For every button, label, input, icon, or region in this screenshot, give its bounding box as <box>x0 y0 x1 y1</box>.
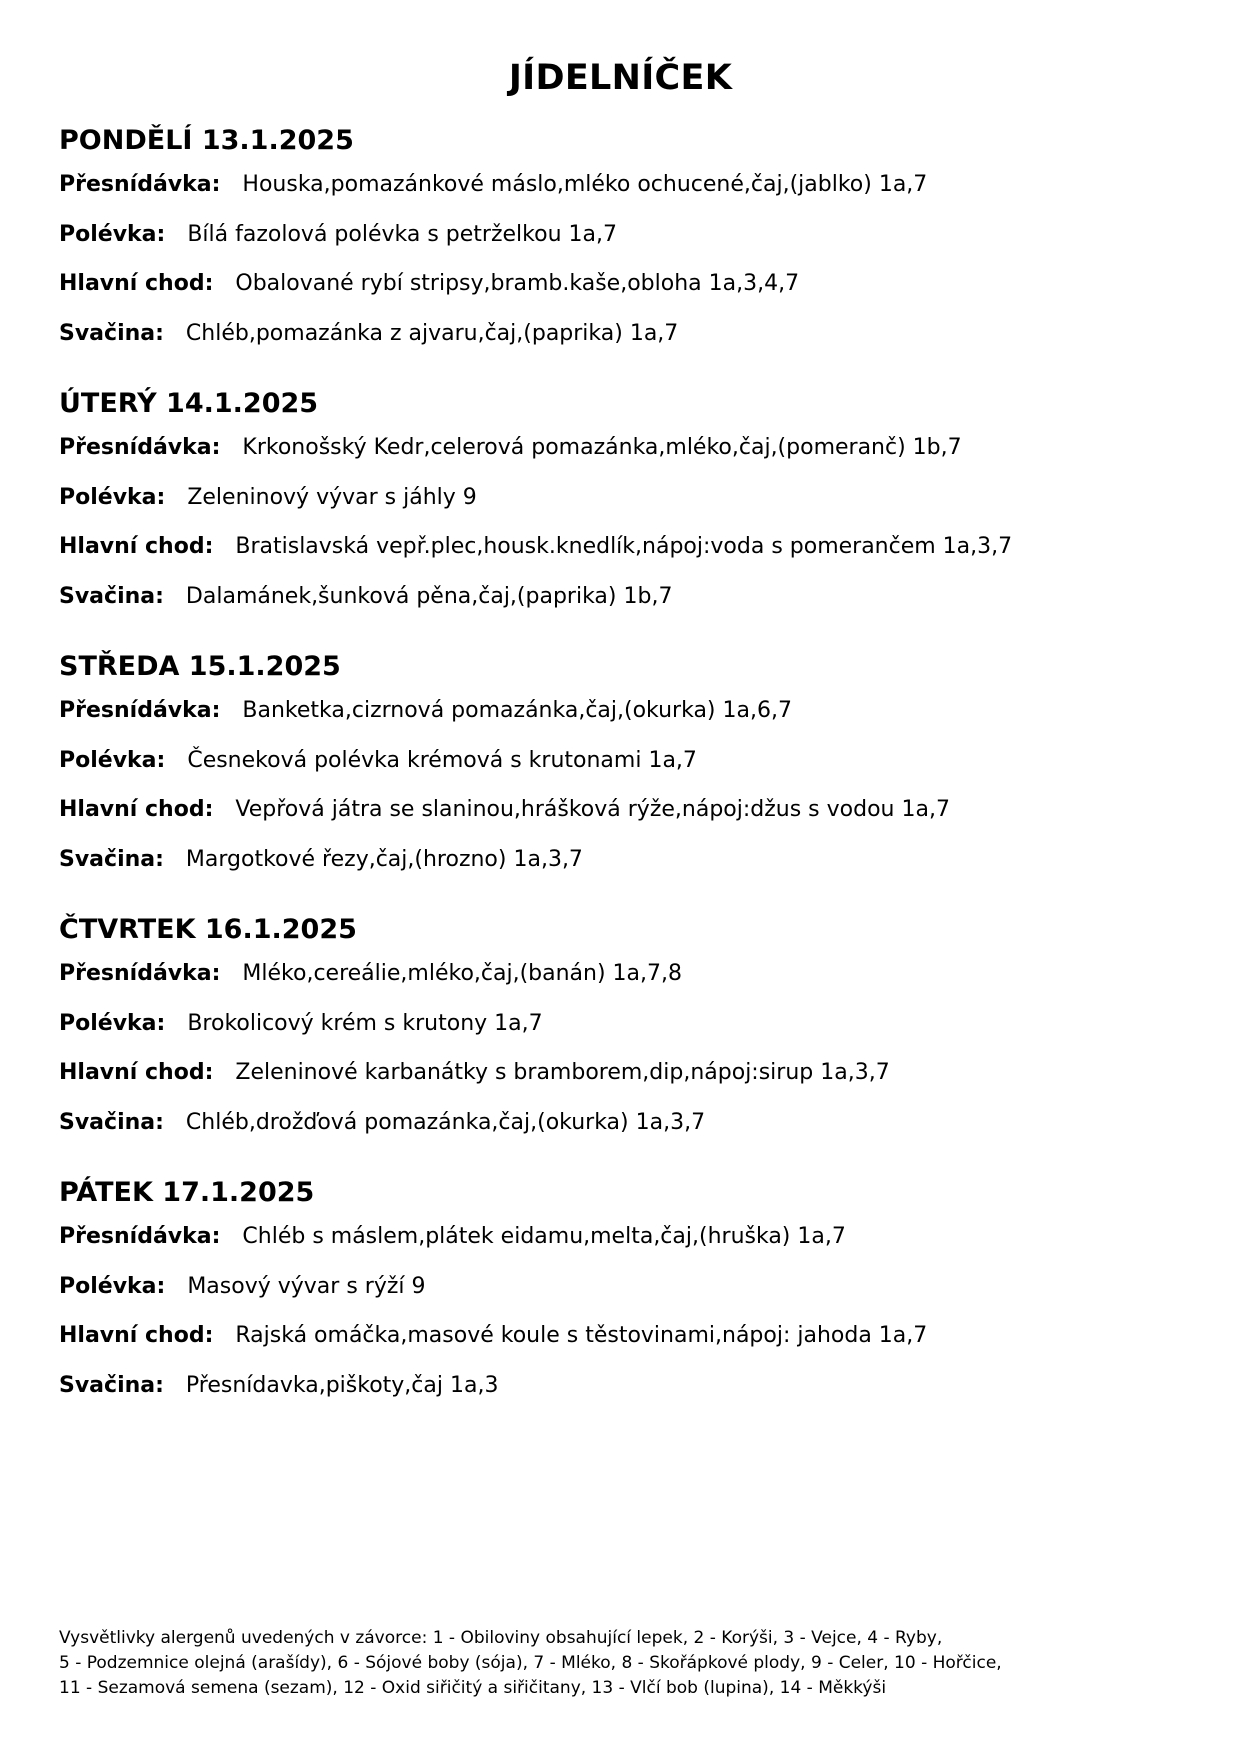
day-friday <box>59 1176 1199 1420</box>
day-heading: STŘEDA 15.1.2025 <box>59 651 341 682</box>
meal-row-main-course <box>59 1321 1199 1371</box>
meal-label: Svačina: <box>59 1109 164 1135</box>
meal-label: Polévka: <box>59 484 166 510</box>
meal-row-snack-afternoon <box>59 582 1199 632</box>
meal-label: Polévka: <box>59 1010 166 1036</box>
meal-label: Polévka: <box>59 221 166 247</box>
meal-text: Mléko,cereálie,mléko,čaj,(banán) 1a,7,8 <box>242 961 683 986</box>
meal-text: Dalamánek,šunková pěna,čaj,(paprika) 1b,7 <box>185 583 673 609</box>
page-title: JÍDELNÍČEK <box>508 58 733 98</box>
day-heading: PÁTEK 17.1.2025 <box>59 1177 315 1208</box>
meal-text: Chléb,pomazánka z ajvaru,čaj,(paprika) 1a,7 <box>185 320 679 346</box>
meal-label: Hlavní chod: <box>59 534 214 559</box>
meal-label: Přesnídávka: <box>59 698 221 723</box>
menu-days <box>59 124 1199 1439</box>
meal-row-snack-morning <box>59 1222 1199 1272</box>
meal-row-snack-morning <box>59 433 1199 483</box>
meal-label: Přesnídávka: <box>59 435 221 460</box>
meal-row-main-course <box>59 1058 1199 1108</box>
meal-text: Bílá fazolová polévka s petrželkou 1a,7 <box>187 221 617 247</box>
allergen-legend-line: 5 - Podzemnice olejná (arašídy), 6 - Sójové boby (sója), 7 - Mléko, 8 - Skořápkové plody, 9 - Celer, 10 - Hořčice, <box>59 1653 1002 1673</box>
meal-text: Obalované rybí stripsy,bramb.kaše,obloha 1a,3,4,7 <box>235 271 800 296</box>
meal-text: Chléb s máslem,plátek eidamu,melta,čaj,(hruška) 1a,7 <box>242 1224 846 1249</box>
meal-label: Polévka: <box>59 1273 166 1299</box>
meal-text: Masový vývar s rýží 9 <box>187 1273 426 1299</box>
meal-label: Přesnídávka: <box>59 1224 221 1249</box>
allergen-legend-line: Vysvětlivky alergenů uvedených v závorce: 1 - Obiloviny obsahující lepek, 2 - Korýši, 3 - Vejce, 4 - Ryby, <box>59 1628 943 1648</box>
meal-row-snack-afternoon <box>59 319 1199 369</box>
day-heading: ÚTERÝ 14.1.2025 <box>59 388 319 419</box>
meal-row-snack-afternoon <box>59 845 1199 895</box>
meal-text: Přesnídavka,piškoty,čaj 1a,3 <box>185 1372 499 1398</box>
meal-row-main-course <box>59 269 1199 319</box>
meal-row-soup <box>59 220 1199 270</box>
meal-row-main-course <box>59 532 1199 582</box>
meal-text: Houska,pomazánkové máslo,mléko ochucené,čaj,(jablko) 1a,7 <box>242 172 928 197</box>
meal-row-snack-morning <box>59 170 1199 220</box>
meal-label: Hlavní chod: <box>59 1060 214 1085</box>
day-wednesday <box>59 650 1199 894</box>
meal-row-soup <box>59 1009 1199 1059</box>
meal-label: Polévka: <box>59 747 166 773</box>
meal-label: Hlavní chod: <box>59 797 214 822</box>
meal-text: Brokolicový krém s krutony 1a,7 <box>187 1010 543 1036</box>
meal-text: Bratislavská vepř.plec,housk.knedlík,nápoj:voda s pomerančem 1a,3,7 <box>235 534 1013 559</box>
meal-row-snack-afternoon <box>59 1371 1199 1421</box>
meal-text: Krkonošský Kedr,celerová pomazánka,mléko,čaj,(pomeranč) 1b,7 <box>242 435 962 460</box>
day-thursday <box>59 913 1199 1157</box>
meal-text: Banketka,cizrnová pomazánka,čaj,(okurka) 1a,6,7 <box>242 698 792 723</box>
meal-row-snack-morning <box>59 959 1199 1009</box>
meal-text: Vepřová játra se slaninou,hrášková rýže,nápoj:džus s vodou 1a,7 <box>235 797 950 822</box>
meal-text: Česneková polévka krémová s krutonami 1a,7 <box>187 747 697 773</box>
day-heading: ČTVRTEK 16.1.2025 <box>59 914 357 945</box>
meal-label: Přesnídávka: <box>59 961 221 986</box>
allergen-legend <box>59 1626 1199 1701</box>
meal-text: Rajská omáčka,masové koule s těstovinami,nápoj: jahoda 1a,7 <box>235 1323 928 1348</box>
allergen-legend-line: 11 - Sezamová semena (sezam), 12 - Oxid siřičitý a siřičitany, 13 - Vlčí bob (lupina), 14 - Měkkýši <box>59 1678 887 1698</box>
meal-row-soup <box>59 483 1199 533</box>
meal-text: Zeleninový vývar s jáhly 9 <box>187 484 477 510</box>
meal-row-snack-morning <box>59 696 1199 746</box>
meal-text: Zeleninové karbanátky s bramborem,dip,nápoj:sirup 1a,3,7 <box>235 1060 890 1085</box>
day-monday <box>59 124 1199 368</box>
meal-row-snack-afternoon <box>59 1108 1199 1158</box>
meal-text: Margotkové řezy,čaj,(hrozno) 1a,3,7 <box>185 846 583 872</box>
meal-label: Svačina: <box>59 1372 164 1398</box>
meal-label: Svačina: <box>59 320 164 346</box>
day-heading: PONDĚLÍ 13.1.2025 <box>59 125 354 156</box>
meal-label: Přesnídávka: <box>59 172 221 197</box>
meal-label: Hlavní chod: <box>59 271 214 296</box>
day-tuesday <box>59 387 1199 631</box>
meal-text: Chléb,drožďová pomazánka,čaj,(okurka) 1a,3,7 <box>185 1109 706 1135</box>
meal-label: Svačina: <box>59 846 164 872</box>
meal-row-main-course <box>59 795 1199 845</box>
meal-label: Svačina: <box>59 583 164 609</box>
meal-row-soup <box>59 1272 1199 1322</box>
meal-label: Hlavní chod: <box>59 1323 214 1348</box>
meal-row-soup <box>59 746 1199 796</box>
